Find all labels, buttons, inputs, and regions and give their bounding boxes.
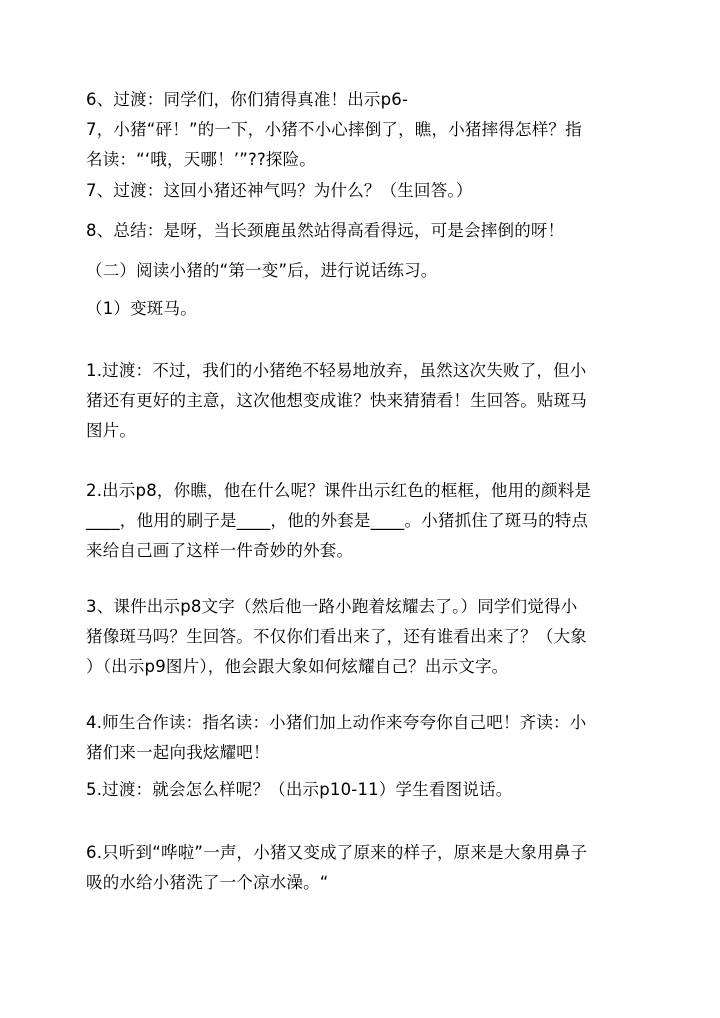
paragraph-transition-6 (86, 85, 646, 175)
text-line: 7，小猪“砰！”的一下，小猪不小心摔倒了，瞧，小猪摔得怎样？指 (86, 120, 582, 139)
subsection-heading-zebra (86, 294, 646, 324)
paragraph-item-6 (86, 838, 646, 898)
text-line: 4.师生合作读：指名读：小猪们加上动作来夸夸你自己吧！齐读：小 (86, 713, 587, 732)
text-line: 图片。 (86, 421, 137, 440)
text-line: 8、总结：是呀，当长颈鹿虽然站得高看得远，可是会摔倒的呀！ (86, 221, 565, 240)
text-line: ）（出示p9图片），他会跟大象如何炫耀自己？出示文字。 (86, 657, 509, 676)
paragraph-summary-8 (86, 216, 646, 246)
text-line: 吸的水给小猪洗了一个凉水澡。“ (86, 873, 329, 892)
text-line: 5.过渡：就会怎么样呢？（出示p10-11）学生看图说话。 (86, 780, 513, 799)
paragraph-item-1 (86, 356, 646, 446)
section-heading-2 (86, 256, 646, 286)
text-line: （二）阅读小猪的“第一变”后，进行说话练习。 (86, 261, 438, 280)
text-line: 猪像斑马吗？生回答。不仅你们看出来了，还有谁看出来了？（大象 (86, 627, 587, 646)
text-line: 猪还有更好的主意，这次他想变成谁？快来猜猜看！生回答。贴斑马 (86, 391, 587, 410)
text-line: 猪们来一起向我炫耀吧！ (86, 743, 270, 762)
paragraph-transition-7 (86, 176, 646, 206)
text-line: 2.出示p8，你瞧，他在什么呢？课件出示红色的框框，他用的颜料是 (86, 481, 592, 500)
text-line: 1.过渡：不过，我们的小猪绝不轻易地放弃，虽然这次失败了，但小 (86, 361, 587, 380)
paragraph-item-3 (86, 592, 646, 682)
text-line: 3、课件出示p8文字（然后他一路小跑着炫耀去了。）同学们觉得小 (86, 597, 578, 616)
text-line: 名读：“‘哦，天哪！’”??探险。 (86, 150, 317, 169)
paragraph-item-4 (86, 708, 646, 768)
paragraph-item-2 (86, 476, 646, 566)
text-line: 7、过渡：这回小猪还神气吗？为什么？（生回答。） (86, 181, 473, 200)
text-line: ____，他用的刷子是____，他的外套是____。小猪抓住了斑马的特点 (86, 511, 589, 530)
text-line: （1）变斑马。 (86, 299, 197, 318)
paragraph-item-5 (86, 775, 646, 805)
text-line: 6.只听到“哗啦”一声，小猪又变成了原来的样子，原来是大象用鼻子 (86, 843, 588, 862)
text-line: 6、过渡：同学们，你们猜得真准！出示p6- (86, 90, 409, 109)
text-line: 来给自己画了这样一件奇妙的外套。 (86, 541, 354, 560)
